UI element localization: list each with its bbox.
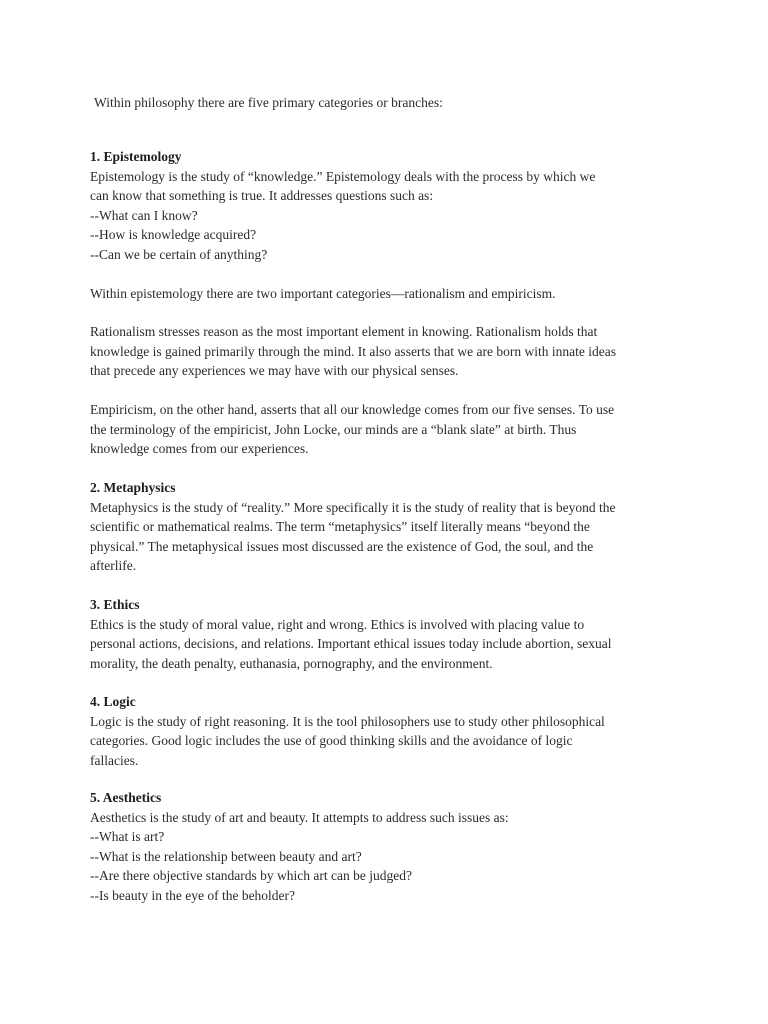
question-line: --Can we be certain of anything? [90,246,268,262]
section-heading: 5. Aesthetics [90,790,162,805]
body-line: physical.” The metaphysical issues most discussed are the existence of God, the soul, and the [90,538,594,554]
body-line: Epistemology is the study of “knowledge.” Epistemology deals with the process by which we [90,168,596,184]
body-line: that precede any experiences we may have with our physical senses. [90,363,459,378]
body-line: Aesthetics is the study of art and beauty. It attempts to address such issues as: [90,809,509,825]
section-aesthetics [90,788,509,905]
body-line: knowledge is gained primarily through the mind. It also asserts that we are born with innate ideas [90,343,616,359]
intro-text: Within philosophy there are five primary categories or branches: [94,95,443,110]
section-heading: 3. Ethics [90,597,140,612]
body-line: can know that something is true. It addresses questions such as: [90,188,434,203]
section-metaphysics [90,478,616,576]
section-ethics [90,595,612,673]
body-line: Within epistemology there are two important categories—rationalism and empiricism. [90,286,556,301]
body-line: categories. Good logic includes the use of good thinking skills and the avoidance of logic [90,733,573,748]
body-line: Empiricism, on the other hand, asserts that all our knowledge comes from our five senses. To use [90,402,615,417]
section-logic [90,692,605,770]
section-epistemology [90,147,595,264]
rationalism-paragraph [90,322,616,381]
body-line: afterlife. [90,558,137,573]
body-line: Logic is the study of right reasoning. It is the tool philosophers use to study other philosophical [90,713,605,729]
question-line: --What can I know? [90,207,198,223]
section-heading: 4. Logic [90,694,136,709]
section-heading: 1. Epistemology [90,149,182,164]
empiricism-paragraph [90,400,614,459]
body-line: the terminology of the empiricist, John Locke, our minds are a “blank slate” at birth. Thus [90,421,577,437]
body-line: scientific or mathematical realms. The term “metaphysics” itself literally means “beyond the [90,519,590,534]
body-line: morality, the death penalty, euthanasia, pornography, and the environment. [90,655,493,671]
question-line: --Is beauty in the eye of the beholder? [90,887,296,903]
body-line: Rationalism stresses reason as the most important element in knowing. Rationalism holds that [90,324,598,339]
question-line: --What is art? [90,829,165,844]
body-line: personal actions, decisions, and relations. Important ethical issues today include abortion, sexual [90,636,612,651]
body-line: Metaphysics is the study of “reality.” More specifically it is the study of reality that is beyond the [90,499,616,515]
body-line: fallacies. [90,752,139,768]
question-line: --How is knowledge acquired? [90,227,257,242]
body-line: Ethics is the study of moral value, right and wrong. Ethics is involved with placing value to [90,616,585,632]
question-line: --Are there objective standards by which art can be judged? [90,868,412,883]
question-line: --What is the relationship between beauty and art? [90,848,362,864]
section-heading: 2. Metaphysics [90,480,176,495]
epistemology-categories-paragraph [90,284,555,304]
body-line: knowledge comes from our experiences. [90,441,309,456]
